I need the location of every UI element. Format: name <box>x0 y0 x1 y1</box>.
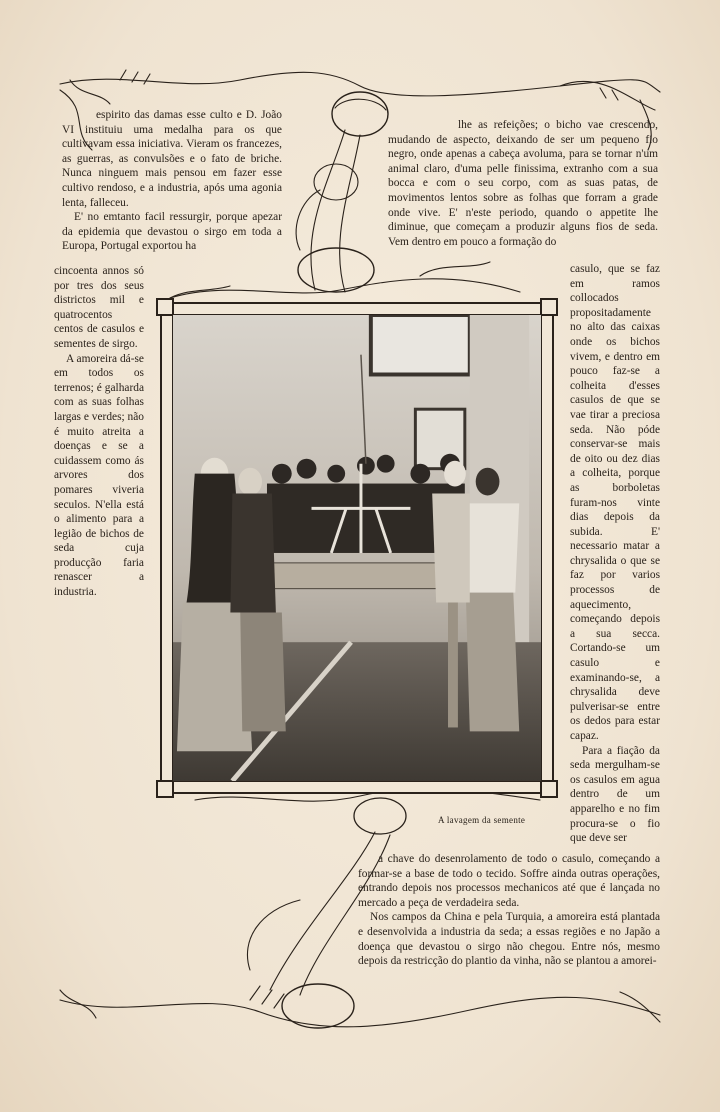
right-column-narrow-text <box>570 262 660 846</box>
paragraph: E' no emtanto facil ressurgir, porque apezar da epidemia que devastou o sirgo em toda a Europa, Portugal exportou ha <box>62 211 282 253</box>
paragraph: casulo, que se faz em ramos collocados propositadamente no alto das caixas onde os bichos vivem, e dentro em pouco faz-se a colheita d'esses casulos de que se vae tirar a preciosa seda. Não póde conservar-se mais de oito ou dez dias a colheita, porque as borboletas furam-nos vinte dias depois da subida. E' necessario matar a chrysalida o que se faz por varios processos de aquecimento, começando depois a sua secca. Cortando-se um casulo e examinando-se, a chrysalida deve pulverisar-se entre os dedos para estar capaz. <box>570 263 660 742</box>
photo-women-washing-seeds <box>173 315 541 781</box>
paragraph: Para a fiação da seda mergulham-se os casulos em agua dentro de um apparelho e no fim procura-se o fio que deve ser <box>570 744 660 845</box>
left-column-lower-text <box>54 560 144 680</box>
left-column-top-text <box>62 108 282 254</box>
frame-corner <box>156 780 174 798</box>
frame-corner <box>540 298 558 316</box>
paragraph: lhe as refeições; o bicho vae crescendo, mudando de aspecto, deixando de ser um pequeno fio negro, onde apenas a cabeça avoluma, para se tornar n'um animal claro, d'uma pelle finissima, extranho com a sua bocca e com o seu corpo, com as suas patas, de movimentos lentos sobre as folhas que forram a grade onde vive. E' n'este periodo, quando o appetite lhe diminue, que começam a produzir alguns fios de seda. Vem dentro em pouco a formação do <box>388 119 658 248</box>
paragraph: Nos campos da China e pela Turquia, a amoreira está plantada e desenvolvida a industria da seda; a essas regiões e no Japão a doença que devastou o sirgo não chegou. Entre nós, mesmo depois da restricção do plantio da vinha, não se plantou a amorei- <box>358 911 660 968</box>
frame-corner <box>540 780 558 798</box>
left-column-narrow-text <box>54 264 144 600</box>
paragraph: a chave do desenrolamento de todo o casulo, começando a formar-se a base de todo o tecido. Soffre ainda outras operações, entrando depois nos processos mechanicos até que é lançada no mercado a peça de verdadeira seda. <box>358 853 660 909</box>
paragraph: A amoreira dá-se em todos os terrenos; é galharda com as suas folhas largas e verdes; não é muito atreita a doenças e se a cuidassem como ás arvores dos pomares viveria seculos. N'ella está o alimento para a legião de bichos de seda cuja producção faria renascer a industria. <box>54 352 144 599</box>
paragraph: espirito das damas esse culto e D. João VI instituiu uma medalha para os que cultivavam essa iniciativa. Vieram os francezes, as guerras, as convulsões e o fato de briche. Nunca ninguem mais pensou em fazer esse cultivo rendoso, e a industria, após uma agonia lenta, falleceu. <box>62 109 282 209</box>
photograph-frame <box>160 302 554 794</box>
right-column-bottom-text <box>358 852 660 969</box>
photograph <box>172 314 542 782</box>
photo-caption: A lavagem da semente <box>438 815 526 825</box>
right-column-top-text <box>388 118 658 249</box>
paragraph: cincoenta annos só por tres dos seus districtos mil e quatrocentos centos de casulos e sementes de sirgo. <box>54 265 144 350</box>
